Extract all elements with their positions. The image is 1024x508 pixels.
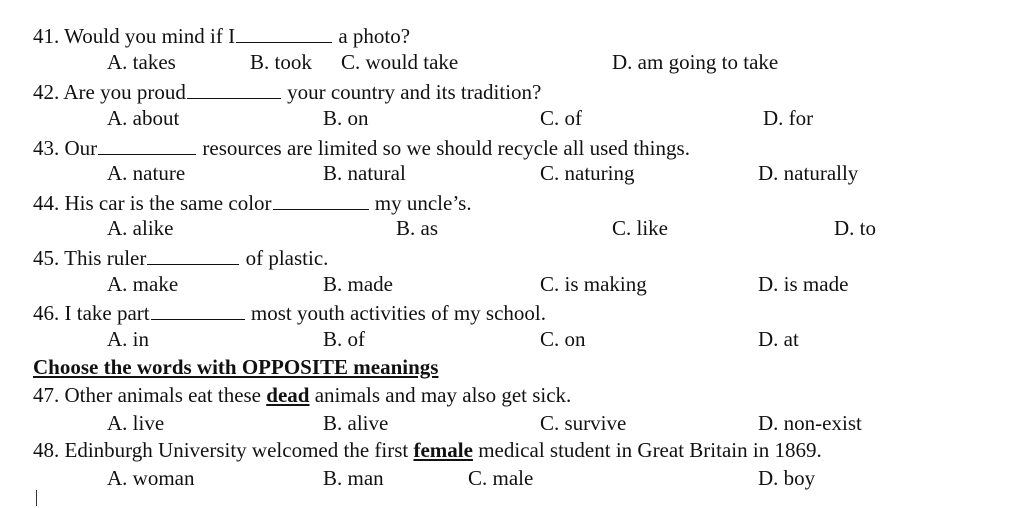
- answer-blank: [187, 80, 281, 99]
- option-c: C. survive: [540, 411, 627, 435]
- option-a: A. in: [107, 327, 149, 351]
- question-text: my uncle’s.: [374, 191, 472, 215]
- answer-blank: [98, 136, 196, 155]
- answer-blank: [151, 301, 245, 320]
- option-d: D. to: [834, 216, 876, 240]
- question-45: [33, 246, 328, 269]
- option-b: B. as: [396, 216, 438, 240]
- question-text: This ruler: [64, 246, 147, 270]
- question-number: 47.: [33, 383, 60, 407]
- option-a: A. woman: [107, 466, 195, 490]
- question-text: Would you mind if I: [64, 24, 236, 48]
- key-word: dead: [266, 383, 310, 407]
- answer-blank: [236, 24, 332, 43]
- question-number: 41.: [33, 24, 60, 48]
- question-text: a photo?: [338, 24, 411, 48]
- question-text: most youth activities of my school.: [250, 301, 547, 325]
- option-c: C. of: [540, 106, 582, 130]
- option-a: A. nature: [107, 161, 186, 185]
- question-text: resources are limited so we should recycle all used things.: [202, 136, 690, 160]
- question-number: 43.: [33, 136, 60, 160]
- question-41: [33, 24, 410, 47]
- answer-blank: [147, 246, 239, 265]
- question-43: [33, 136, 690, 159]
- question-text: Other animals eat these: [64, 383, 262, 407]
- question-42: [33, 80, 541, 103]
- text-cursor: [36, 490, 37, 506]
- option-d: D. am going to take: [612, 50, 779, 74]
- question-44: [33, 191, 472, 214]
- question-46: [33, 301, 546, 324]
- question-text: I take part: [64, 301, 150, 325]
- option-b: B. on: [323, 106, 369, 130]
- option-a: A. takes: [107, 50, 176, 74]
- question-number: 45.: [33, 246, 60, 270]
- option-c: C. naturing: [540, 161, 635, 185]
- question-text: medical student in Great Britain in 1869.: [478, 438, 822, 462]
- question-text: Are you proud: [63, 80, 186, 104]
- option-a: A. about: [107, 106, 180, 130]
- question-text: your country and its tradition?: [287, 80, 542, 104]
- option-b: B. of: [323, 327, 365, 351]
- option-d: D. naturally: [758, 161, 859, 185]
- option-c: C. would take: [341, 50, 459, 74]
- option-d: D. at: [758, 327, 799, 351]
- question-text: Our: [64, 136, 98, 160]
- question-number: 42.: [33, 80, 60, 104]
- option-a: A. live: [107, 411, 165, 435]
- option-b: B. made: [323, 272, 393, 296]
- option-d: D. is made: [758, 272, 849, 296]
- option-a: A. make: [107, 272, 179, 296]
- option-c: C. is making: [540, 272, 647, 296]
- question-number: 44.: [33, 191, 60, 215]
- option-b: B. took: [250, 50, 312, 74]
- option-c: C. like: [612, 216, 668, 240]
- question-number: 48.: [33, 438, 60, 462]
- question-47: [33, 385, 571, 406]
- answer-blank: [273, 191, 369, 210]
- option-b: B. alive: [323, 411, 389, 435]
- option-a: A. alike: [107, 216, 174, 240]
- option-c: C. on: [540, 327, 586, 351]
- question-text: His car is the same color: [64, 191, 272, 215]
- option-d: D. non-exist: [758, 411, 862, 435]
- question-number: 46.: [33, 301, 60, 325]
- option-c: C. male: [468, 466, 534, 490]
- question-text: of plastic.: [245, 246, 329, 270]
- section-heading: Choose the words with OPPOSITE meanings: [33, 355, 439, 379]
- question-text: Edinburgh University welcomed the first: [64, 438, 409, 462]
- option-d: D. for: [763, 106, 814, 130]
- option-b: B. natural: [323, 161, 406, 185]
- key-word: female: [413, 438, 473, 462]
- option-d: D. boy: [758, 466, 816, 490]
- option-b: B. man: [323, 466, 384, 490]
- question-text: animals and may also get sick.: [314, 383, 572, 407]
- question-48: [33, 440, 822, 461]
